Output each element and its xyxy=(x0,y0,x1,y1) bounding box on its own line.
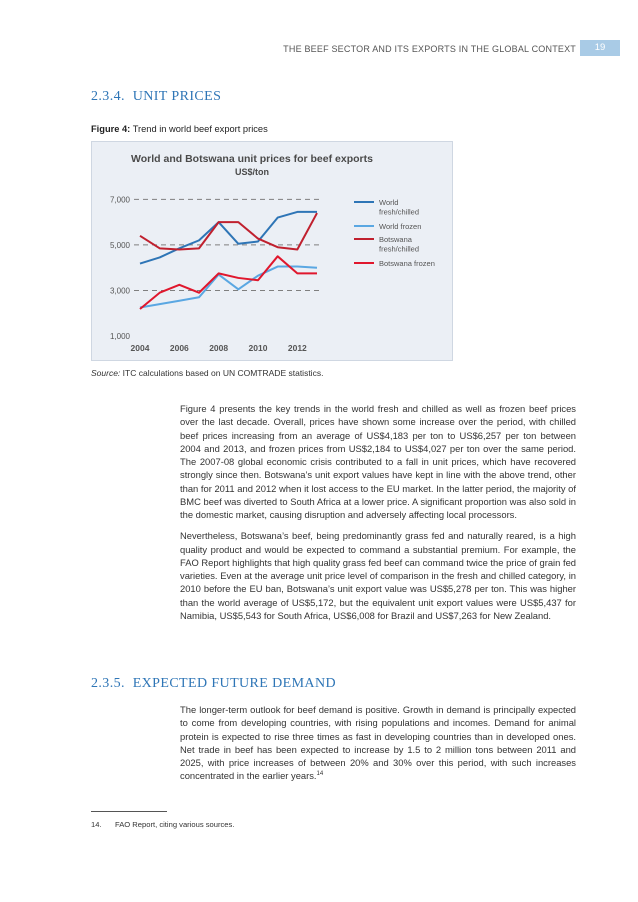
series-line xyxy=(140,212,317,264)
footnote-ref: 14 xyxy=(316,771,324,778)
figure-label: Figure 4: xyxy=(91,124,131,134)
figure-caption-text: Trend in world beef export prices xyxy=(132,124,268,134)
x-tick-label: 2010 xyxy=(248,343,268,353)
x-tick-label: 2012 xyxy=(287,343,307,353)
price-chart xyxy=(91,141,453,361)
paragraph: Nevertheless, Botswana’s beef, being predominantly grass fed and naturally reared, is a high quality product and would be expected to command a substantial premium. For example, the FAO Report highlights that high quality grass fed beef can command twice the price of grain fed varieties. Even at the average unit price level of comparison in the fresh and chilled category, in 2010 before the EU ban, Botswana’s unit export value was US$5,278 per ton. This was higher than the world average of US$5,172, but the equivalent unit export values were US$5,437 for Namibia, US$5,543 for South Africa, US$6,008 for Brazil and US$7,263 for New Zealand. xyxy=(180,530,576,621)
legend-label: Botswana xyxy=(379,235,412,244)
section-heading-unit-prices xyxy=(91,89,221,105)
legend-label: World xyxy=(379,198,399,207)
chart-canvas xyxy=(92,142,454,362)
running-header: THE BEEF SECTOR AND ITS EXPORTS IN THE GLOBAL CONTEXT xyxy=(283,44,576,54)
y-tick-label: 1,000 xyxy=(109,332,131,341)
series-line xyxy=(140,213,317,249)
page-number: 19 xyxy=(580,40,620,56)
paragraph-text: The longer-term outlook for beef demand is positive. Growth in demand is principally expected to come from developing countries, with rising populations and incomes. Demand for animal protein is expected to rise three times as fast in developing countries than in developed ones. Net trade in beef has been expected to increase by 1.5 to 2 million tons between 2011 and 2025, with price increases of between 20% and 30% over this period, with such increases concentrated in the earlier years. xyxy=(180,704,576,782)
x-tick-label: 2004 xyxy=(130,343,150,353)
y-tick-label: 5,000 xyxy=(109,240,131,250)
unit-prices-body xyxy=(180,402,576,630)
footnote-number: 14. xyxy=(91,820,102,829)
source-text: ITC calculations based on UN COMTRADE statistics. xyxy=(122,368,324,378)
section-title-text: UNIT PRICES xyxy=(132,89,222,104)
paragraph xyxy=(180,703,576,783)
section-title-text: EXPECTED FUTURE DEMAND xyxy=(132,676,336,691)
source-label: Source: xyxy=(91,368,121,378)
figure-caption xyxy=(91,124,268,134)
legend-label: fresh/chilled xyxy=(379,244,420,254)
future-demand-body xyxy=(180,703,576,791)
section-number: 2.3.5. xyxy=(91,676,125,691)
legend-label: fresh/chilled xyxy=(379,207,420,217)
legend-label: World frozen xyxy=(379,222,422,231)
x-tick-label: 2006 xyxy=(169,343,189,353)
legend-label: Botswana frozen xyxy=(379,259,435,268)
y-tick-label: 3,000 xyxy=(109,286,131,296)
section-number: 2.3.4. xyxy=(91,89,125,104)
section-heading-future-demand xyxy=(91,676,336,692)
paragraph: Figure 4 presents the key trends in the world fresh and chilled as well as frozen beef prices over the last decade. Overall, prices have shown some increase over the period, with chilled beef prices increasing from an average of US$4,183 per ton to US$6,257 per ton between 2004 and 2013, and frozen prices from US$2,184 to US$4,027 per ton over the same period. The 2007-08 global economic crisis contributed to a fall in unit prices, which have recovered strongly since then. Botswana’s unit export values have kept in line with the above trend, other than for 2011 and 2012 when it lost access to the EU market. In the latter period, the majority of BMC beef was diverted to South Africa at a lower price. A significant proportion was also sold in the domestic market, causing disruption and adversely affecting local processors. xyxy=(180,403,576,520)
x-tick-label: 2008 xyxy=(209,343,229,353)
y-tick-label: 7,000 xyxy=(109,195,131,205)
footnote-divider xyxy=(91,811,167,812)
chart-title: World and Botswana unit prices for beef exports xyxy=(131,153,373,165)
footnote-text: FAO Report, citing various sources. xyxy=(115,820,235,829)
footnote xyxy=(91,820,234,829)
figure-source xyxy=(91,368,323,378)
chart-subtitle: US$/ton xyxy=(234,167,270,177)
series-line xyxy=(140,267,317,308)
